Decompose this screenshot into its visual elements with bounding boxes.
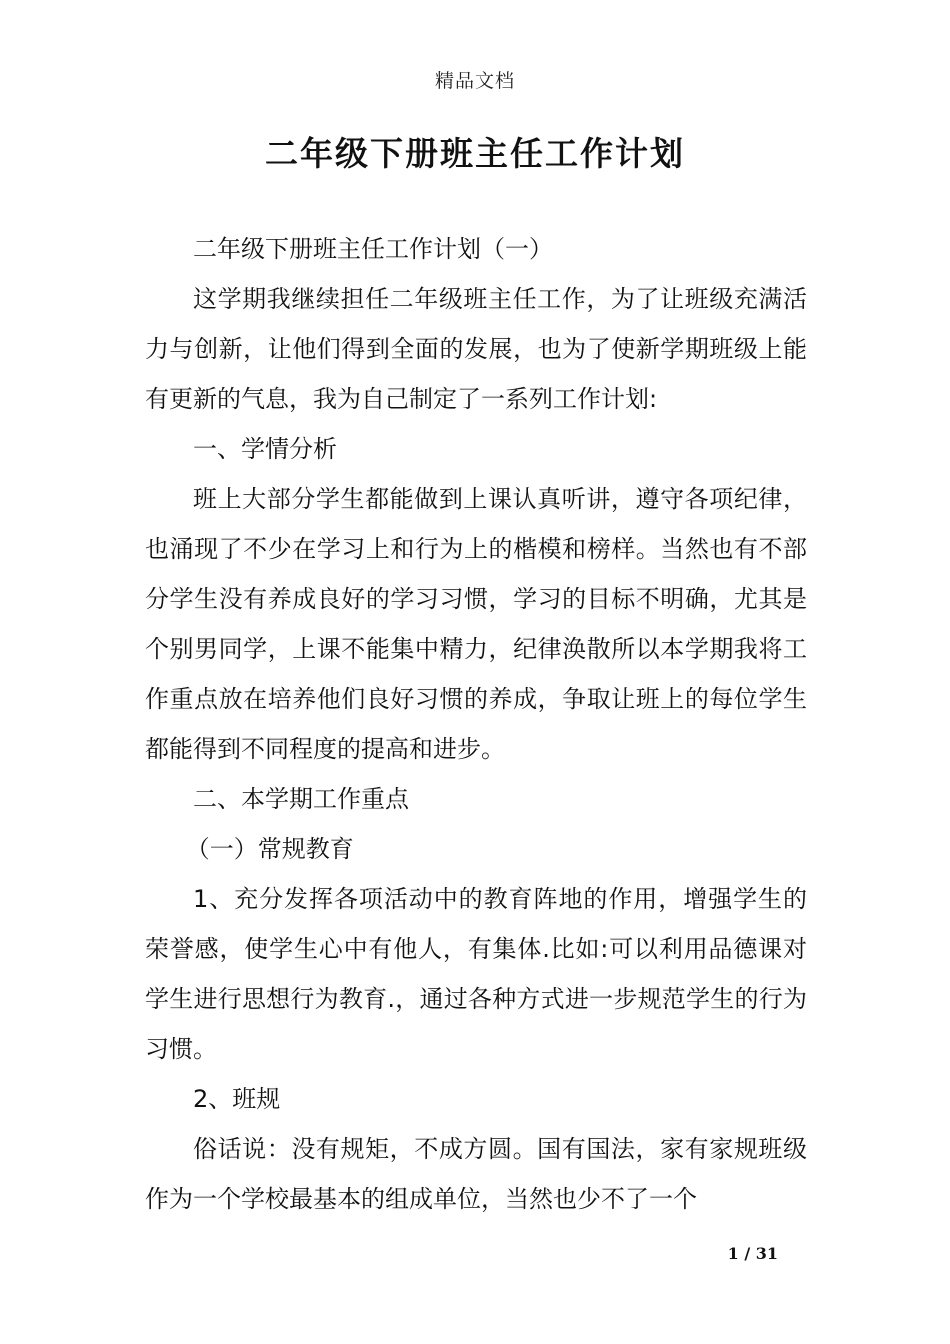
paragraph: 这学期我继续担任二年级班主任工作，为了让班级充满活力与创新，让他们得到全面的发展，也为了使新学期班级上能有更新的气息，我为自己制定了一系列工作计划: [145, 285, 807, 413]
page-header: 精品文档 [434, 70, 515, 92]
document-body [145, 224, 807, 1224]
subsection-heading: 2、班规 [193, 1085, 281, 1113]
section-heading: 一、学情分析 [193, 435, 337, 463]
paragraph: 俗话说：没有规矩，不成方圆。国有国法，家有家规班级作为一个学校最基本的组成单位，当然也少不了一个 [145, 1135, 807, 1213]
paragraph: 班上大部分学生都能做到上课认真听讲，遵守各项纪律，也涌现了不少在学习上和行为上的楷模和榜样。当然也有不部分学生没有养成良好的学习习惯，学习的目标不明确，尤其是个别男同学，上课不能集中精力，纪律涣散所以本学期我将工作重点放在培养他们良好习惯的养成，争取让班上的每位学生都能得到不同程度的提高和进步。 [145, 485, 807, 763]
section-heading: 二年级下册班主任工作计划（一） [193, 235, 553, 263]
page-number: 1 / 31 [727, 1244, 778, 1263]
paragraph: 1、充分发挥各项活动中的教育阵地的作用，增强学生的荣誉感，使学生心中有他人，有集体.比如:可以利用品德课对学生进行思想行为教育.，通过各种方式进一步规范学生的行为习惯。 [145, 885, 807, 1063]
section-heading: 二、本学期工作重点 [193, 785, 409, 813]
subsection-heading: （一）常规教育 [185, 835, 354, 863]
document-title: 二年级下册班主任工作计划 [265, 134, 685, 173]
